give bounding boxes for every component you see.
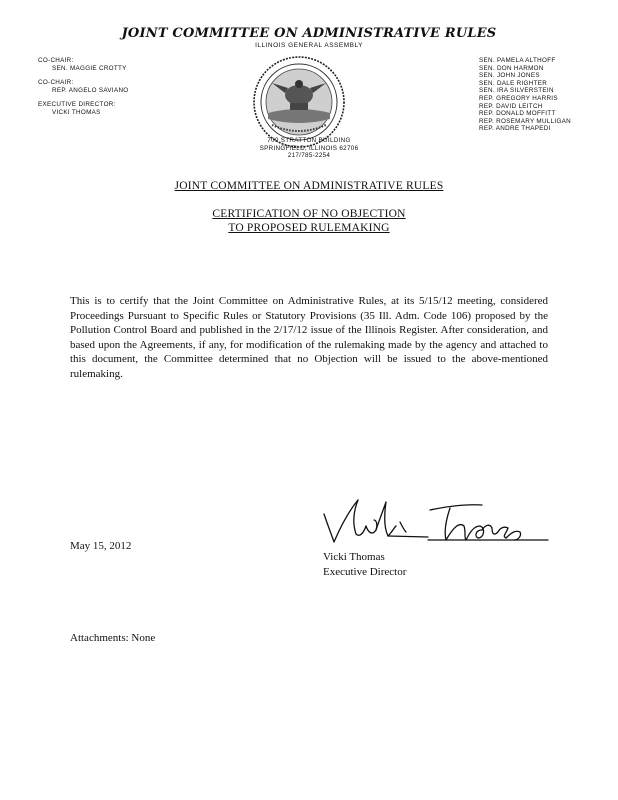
- member-name: SEN. PAMELA ALTHOFF: [479, 57, 556, 64]
- letterhead-title: JOINT COMMITTEE ON ADMINISTRATIVE RULES: [121, 26, 497, 41]
- officer-name: SEN. MAGGIE CROTTY: [52, 64, 127, 72]
- address-line: 700 STRATTON BUILDING: [267, 137, 351, 144]
- officer-role: EXECUTIVE DIRECTOR:: [38, 101, 116, 109]
- member-name: REP. DONALD MOFFITT: [479, 110, 556, 118]
- signature-image: [318, 496, 550, 552]
- member-name: SEN. IRA SILVERSTEIN: [479, 87, 554, 95]
- member-name: REP. GREGORY HARRIS: [479, 94, 558, 102]
- signer-block: [323, 550, 406, 579]
- signature-text: Vicki Thomas: [318, 496, 324, 497]
- address-line: SPRINGFIELD, ILLINOIS 62706: [259, 144, 359, 152]
- members-list: [479, 57, 614, 133]
- document-date: May 15, 2012: [70, 540, 132, 552]
- officer-name: VICKI THOMAS: [52, 108, 101, 116]
- certification-subtitle: TO PROPOSED RULEMAKING: [228, 222, 390, 234]
- attachments-note: Attachments: None: [70, 632, 156, 644]
- signer-name: Vicki Thomas: [323, 551, 385, 563]
- member-name: SEN. JOHN JONES: [479, 72, 540, 80]
- member-name: SEN. DALE RIGHTER: [479, 79, 548, 87]
- certification-title: CERTIFICATION OF NO OBJECTION: [212, 208, 406, 220]
- officer-role: CO-CHAIR:: [38, 79, 74, 87]
- officers-list: [38, 57, 178, 124]
- signer-title: Executive Director: [323, 565, 407, 578]
- address-line: 217/785-2254: [287, 152, 331, 160]
- certification-body: This is to certify that the Joint Committee on Administrative Rules, at its 5/15/12 meeting, considered Proceedings Pursuant to Specific Rules or Statutory Provisions (35 Ill. Adm. Code 106) proposed by the Pollution Control Board and published in the 2/17/12 issue of the Illinois Register. After consideration, and based upon the Agreements, if any, for modification of the rulemaking made by the agency and attached to this document, the Committee determined that no Objection will be issued to the above-mentioned rulemaking.: [70, 295, 548, 380]
- state-seal-icon: [252, 55, 346, 149]
- member-name: REP. ANDRE THAPEDI: [479, 125, 551, 133]
- member-name: SEN. DON HARMON: [479, 64, 544, 72]
- officer-name: REP. ANGELO SAVIANO: [52, 86, 129, 94]
- letterhead-subtitle: ILLINOIS GENERAL ASSEMBLY: [255, 42, 363, 49]
- officer-role: CO-CHAIR:: [38, 57, 74, 64]
- member-name: REP. DAVID LEITCH: [479, 102, 543, 110]
- committee-address: [200, 137, 418, 160]
- committee-heading: JOINT COMMITTEE ON ADMINISTRATIVE RULES: [174, 180, 444, 192]
- member-name: REP. ROSEMARY MULLIGAN: [479, 117, 571, 125]
